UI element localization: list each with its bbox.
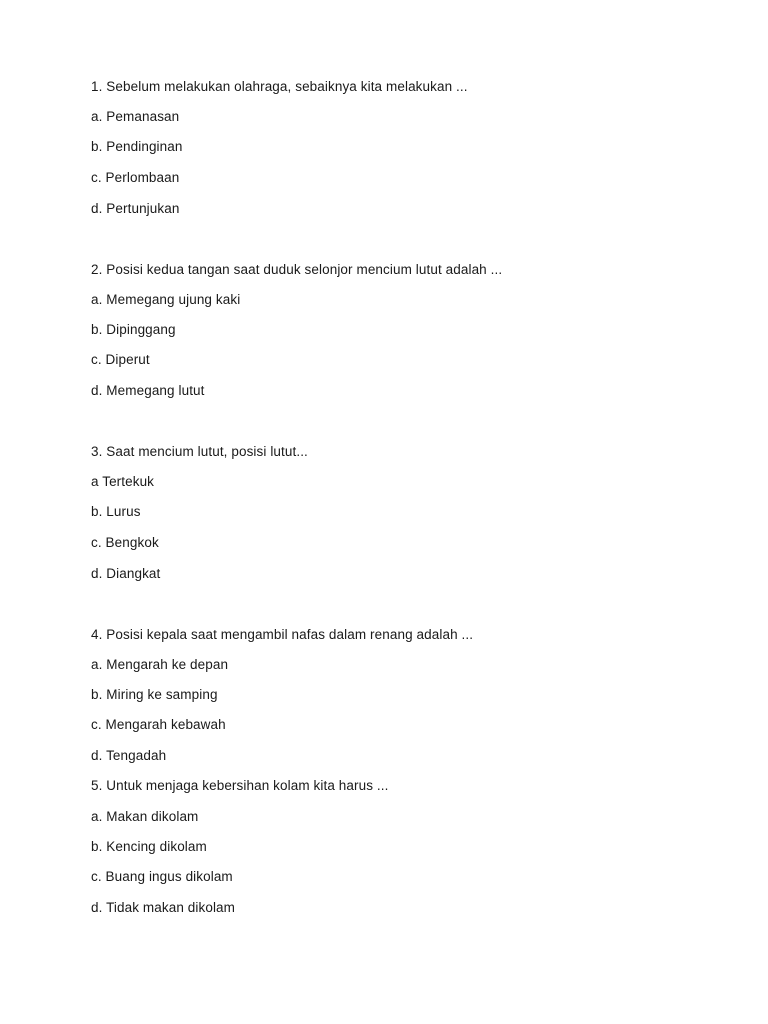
question-4-option-b: b. Miring ke samping	[91, 687, 218, 702]
question-1-option-a: a. Pemanasan	[91, 109, 180, 124]
question-4: 4. Posisi kepala saat mengambil nafas dalam renang adalah ...	[91, 627, 474, 642]
question-3-option-a: a Tertekuk	[91, 474, 155, 489]
question-4-option-d: d. Tengadah	[91, 748, 167, 763]
question-1-option-c: c. Perlombaan	[91, 170, 180, 185]
question-2-option-a: a. Memegang ujung kaki	[91, 292, 241, 307]
question-3-option-b: b. Lurus	[91, 504, 141, 519]
question-5-option-c: c. Buang ingus dikolam	[91, 869, 233, 884]
question-2-option-b: b. Dipinggang	[91, 322, 176, 337]
question-5: 5. Untuk menjaga kebersihan kolam kita harus ...	[91, 778, 389, 793]
question-4-option-c: c. Mengarah kebawah	[91, 717, 226, 732]
question-2: 2. Posisi kedua tangan saat duduk selonjor mencium lutut adalah ...	[91, 262, 503, 277]
question-2-option-d: d. Memegang lutut	[91, 383, 205, 398]
question-3-option-c: c. Bengkok	[91, 535, 159, 550]
question-5-option-b: b. Kencing dikolam	[91, 839, 207, 854]
question-1-option-b: b. Pendinginan	[91, 139, 183, 154]
question-1: 1. Sebelum melakukan olahraga, sebaiknya kita melakukan ...	[91, 79, 468, 94]
question-2-option-c: c. Diperut	[91, 352, 150, 367]
question-1-option-d: d. Pertunjukan	[91, 201, 180, 216]
question-4-option-a: a. Mengarah ke depan	[91, 657, 229, 672]
question-3-option-d: d. Diangkat	[91, 566, 161, 581]
question-5-option-a: a. Makan dikolam	[91, 809, 199, 824]
question-5-option-d: d. Tidak makan dikolam	[91, 900, 236, 915]
question-3: 3. Saat mencium lutut, posisi lutut...	[91, 444, 308, 459]
